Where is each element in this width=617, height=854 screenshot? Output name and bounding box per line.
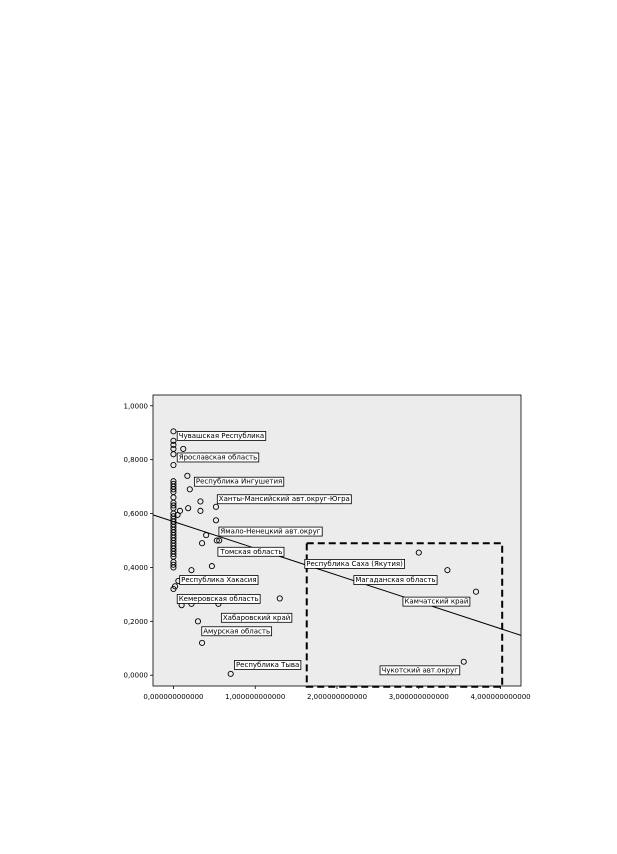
point-label-text: Чукотский авт.округ	[381, 666, 458, 675]
point-label-text: Магаданская область	[355, 576, 436, 585]
point-label-text: Республика Ингушетия	[195, 477, 283, 486]
point-label	[305, 559, 405, 568]
point-label-text: Хабаровский край	[222, 613, 291, 622]
point-label-text: Камчатский край	[404, 597, 469, 606]
point-label-text: Ярославская область	[178, 453, 258, 462]
point-label-text: Кемеровская область	[178, 594, 259, 603]
y-tick-label: 0,4000	[123, 563, 148, 572]
point-label	[234, 660, 300, 669]
point-label-text: Республика Хакасия	[181, 576, 257, 585]
point-label-text: Республика Тыва	[235, 660, 300, 669]
point-label	[177, 594, 260, 603]
y-tick-label: 0,8000	[123, 456, 148, 465]
point-label	[354, 576, 437, 585]
point-label	[177, 453, 259, 462]
x-tick-label: 4,000000000000	[470, 693, 531, 701]
point-label	[219, 527, 322, 536]
point-label	[180, 576, 258, 585]
point-label-text: Амурская область	[203, 627, 271, 636]
point-label-text: Ханты-Мансийский авт.округ-Югра	[218, 495, 350, 504]
y-tick-label: 0,2000	[123, 617, 148, 626]
y-tick-label: 0,6000	[123, 510, 148, 519]
point-label	[177, 431, 266, 440]
point-label	[202, 627, 272, 636]
y-tick-label: 0,0000	[123, 671, 148, 680]
point-label	[217, 495, 351, 504]
y-tick-label: 1,0000	[123, 402, 148, 411]
point-label-text: Ямало-Ненецкий авт.округ	[220, 527, 321, 536]
x-tick-label: 0,000000000000	[143, 693, 204, 701]
point-label	[218, 547, 284, 556]
point-label-text: Республика Саха (Якутия)	[306, 559, 403, 568]
point-label-text: Томская область	[220, 547, 283, 556]
point-label	[380, 666, 460, 675]
x-tick-label: 2,000000000000	[306, 693, 368, 701]
x-tick-label: 3,000000000000	[388, 693, 449, 701]
point-label	[194, 477, 283, 486]
point-label	[403, 597, 470, 606]
x-tick-label: 1,000000000000	[225, 693, 286, 701]
point-label-text: Чувашская Республика	[178, 431, 265, 440]
point-label	[221, 613, 291, 622]
